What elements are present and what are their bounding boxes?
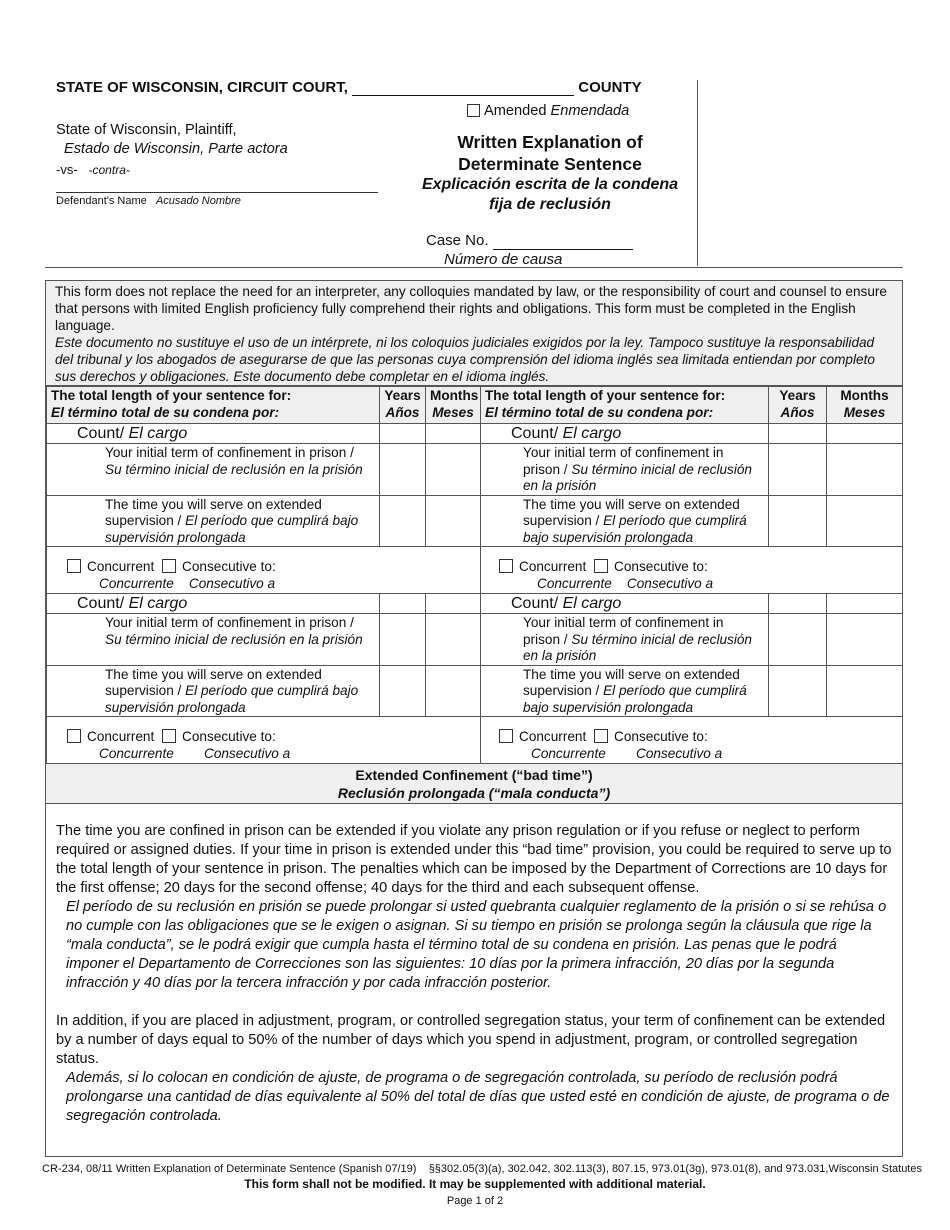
table-count-es: El cargo: [562, 425, 622, 442]
form-element: [481, 547, 903, 594]
header-plaintiff: State of Wisconsin, Plaintiff,: [56, 122, 237, 138]
form-element: Your initial term of confinement in prison / Su término inicial de reclusión en la prisión: [47, 444, 380, 496]
table-concurrent-es: Concurrente: [531, 745, 606, 761]
case-number: [426, 231, 633, 269]
years-field[interactable]: [380, 424, 426, 444]
amended-checkbox[interactable]: [467, 103, 629, 119]
form-element: [481, 387, 769, 424]
form-title: [390, 131, 710, 175]
form-element: [56, 160, 288, 180]
form-element: [499, 746, 902, 763]
table-head: The total length of your sentence for:: [51, 388, 292, 403]
form-element: [47, 387, 380, 424]
consecutive-checkbox[interactable]: [162, 729, 176, 743]
table-extended: The time you will serve on extended supervision: [105, 496, 322, 528]
header-title-es1: Explicación escrita de la condena: [421, 176, 679, 193]
years-field[interactable]: [769, 614, 827, 666]
form-element: [827, 387, 903, 424]
interpreter-notice: [46, 281, 902, 386]
header-case-no: Case No.: [426, 232, 489, 249]
table-extended: The time you will serve on extended supervision: [105, 666, 322, 698]
years-field[interactable]: [769, 665, 827, 717]
header-case-no-es: Número de causa: [444, 251, 563, 268]
header-title1: Written Explanation of: [457, 132, 643, 152]
table-count: Count/: [77, 425, 125, 442]
months-field[interactable]: [426, 665, 481, 717]
notice-en: This form does not replace the need for an interpreter, any colloquies mandated by law, or the responsibility of court and counsel to ensure that persons with limited English proficiency fully comprehend their rights and obligations. This form must be completed in the English language.: [55, 284, 887, 333]
table-extended-es: El período que cumplirá bajo supervisión prolongada: [523, 683, 747, 715]
table-row: [47, 547, 903, 594]
case-number-field[interactable]: [493, 235, 633, 250]
years-field[interactable]: [380, 614, 426, 666]
form-element: [499, 576, 902, 593]
table-years: Years: [779, 388, 816, 403]
table-row: [47, 594, 903, 614]
table-extended-es: El período que cumplirá bajo supervisión prolongada: [105, 513, 359, 545]
table-consecutive: Consecutive to:: [614, 729, 708, 744]
table-row: [47, 424, 903, 444]
years-field[interactable]: [769, 444, 827, 496]
table-row: [47, 665, 903, 717]
form-element: The time you will serve on extended supervision / El período que cumplirá bajo supervisión prolongada: [481, 495, 769, 547]
table-count: Count/: [511, 595, 559, 612]
form-element: Your initial term of confinement in prison / Su término inicial de reclusión en la prisión: [481, 614, 769, 666]
table-row: [47, 614, 903, 666]
months-field[interactable]: [827, 665, 903, 717]
table-header: [47, 387, 903, 424]
table-count: Count/: [77, 595, 125, 612]
header-defendant-es: Acusado Nombre: [155, 195, 241, 207]
years-field[interactable]: [380, 444, 426, 496]
form-body: [45, 280, 903, 1157]
table-extended-es: El período que cumplirá bajo supervisión prolongada: [105, 683, 359, 715]
table-initial-es: Su término inicial de reclusión en la prisión: [523, 631, 752, 663]
months-field[interactable]: [827, 594, 903, 614]
header-county: COUNTY: [578, 79, 642, 96]
form-element: [47, 387, 903, 764]
sentence-table: [46, 386, 903, 764]
count-label: [481, 424, 769, 444]
form-element: [56, 993, 892, 1012]
table-initial-es: Su término inicial de reclusión en la prisión: [105, 631, 363, 647]
form-element: [47, 547, 481, 594]
table-count-es: El cargo: [128, 425, 188, 442]
footer-form-id: CR-234, 08/11 Written Explanation of Determinate Sentence (Spanish 07/19): [42, 1163, 417, 1175]
concurrent-checkbox[interactable]: [67, 729, 81, 743]
header-title-es2: fija de reclusión: [489, 196, 611, 213]
years-field[interactable]: [380, 594, 426, 614]
table-consecutive: Consecutive to:: [182, 559, 276, 574]
extended-section-p1: The time you are confined in prison can be extended if you violate any prison regulation or if you refuse or neglect to perform required or assigned duties. If your time in prison is extended under this “bad time” provision, you could be required to serve up to the total length of your sentence in prison. The penalties which can be imposed by the Department of Corrections are 10 days for the first offense; 20 days for the second offense; 40 days for the third and each subsequent offense.: [56, 823, 892, 896]
footer-statutes: §§302.05(3)(a), 302.042, 302.113(3), 807.15, 973.01(3g), 973.01(8), and 973.031,Wisconsin Statutes: [428, 1163, 922, 1175]
months-field[interactable]: [827, 495, 903, 547]
notice-es: Este documento no sustituye el uso de un intérprete, ni los coloquios judiciales exigidos por la ley. Tampoco sustituye la responsabilidad del tribunal y los abogados de asegurarse de que las personas cuya comprensión del idioma inglés sea limitada entiendan por completo sus derechos y obligaciones. Este documento debe completar en el idioma inglés.: [55, 335, 875, 384]
table-months: Months: [430, 388, 479, 403]
table-row: [47, 444, 903, 496]
header-amended-es: Enmendada: [550, 103, 630, 119]
table-extended-es: El período que cumplirá bajo supervisión prolongada: [523, 513, 747, 545]
form-element: The time you will serve on extended supervision / El período que cumplirá bajo supervisión prolongada: [47, 495, 380, 547]
table-months: Months: [840, 388, 889, 403]
months-field[interactable]: [827, 444, 903, 496]
form-element: [0, 1162, 950, 1177]
table-initial: Your initial term of confinement in prison: [105, 445, 347, 460]
table-concurrent: Concurrent: [87, 729, 155, 744]
header-plaintiff-es: Estado de Wisconsin, Parte actora: [64, 141, 288, 157]
header-title2: Determinate Sentence: [458, 154, 642, 174]
months-field[interactable]: [426, 424, 481, 444]
form-element: The time you will serve on extended supervision / El período que cumplirá bajo supervisión prolongada: [481, 665, 769, 717]
table-initial: Your initial term of confinement in prison: [523, 615, 724, 647]
table-initial: Your initial term of confinement in prison: [523, 445, 724, 477]
form-element: [67, 746, 480, 763]
table-concurrent: Concurrent: [519, 559, 587, 574]
extended-section-title: Extended Confinement (“bad time”): [355, 767, 593, 783]
table-initial-es: Su término inicial de reclusión en la prisión: [105, 461, 363, 477]
footer: [0, 1162, 950, 1209]
form-element: [481, 717, 903, 764]
concurrent-checkbox[interactable]: [499, 559, 513, 573]
count-label: [481, 594, 769, 614]
years-field[interactable]: [769, 594, 827, 614]
table-extended: The time you will serve on extended supervision: [523, 496, 740, 528]
months-field[interactable]: [827, 424, 903, 444]
parties: [56, 121, 288, 180]
table-count-es: El cargo: [562, 595, 622, 612]
table-years-es: Años: [780, 404, 815, 420]
table-years: Years: [384, 388, 421, 403]
table-head-es: El término total de su condena por:: [51, 404, 280, 420]
defendant-name-field[interactable]: [56, 192, 378, 207]
table-concurrent-es: Concurrente: [537, 575, 612, 591]
extended-section-p1-es: El período de su reclusión en prisión se puede prolongar si usted quebranta cualquier reglamento de la prisión o si se rehúsa o no cumple con las obligaciones que se le exigen o asignan. Si su tiempo en prisión se prolonga según la cláusula que rige la “mala conducta”, se le podrá exigir que cumpla hasta el término total de su condena en prisión. Las penas que le podrá imponer el Departamento de Correcciones son las siguientes: 10 días por la primera infracción, 20 días por la segunda infracción y 40 días por la tercera infracción y por cada infracción posterior.: [66, 899, 887, 991]
table-concurrent-es: Concurrente: [99, 745, 174, 761]
header-defendant: Defendant's Name: [56, 195, 147, 207]
months-field[interactable]: [426, 495, 481, 547]
form-element: The time you will serve on extended supervision / El período que cumplirá bajo supervisión prolongada: [47, 665, 380, 717]
form-element: Your initial term of confinement in prison / Su término inicial de reclusión en la prisión: [47, 614, 380, 666]
form-element: [47, 717, 481, 764]
form-element: [467, 104, 480, 117]
consecutive-checkbox[interactable]: [162, 559, 176, 573]
table-concurrent: Concurrent: [87, 559, 155, 574]
extended-confinement-heading: [46, 764, 902, 804]
county-field[interactable]: [352, 80, 574, 96]
form-element: [769, 387, 827, 424]
table-months-es: Meses: [432, 404, 474, 420]
form-element: [67, 576, 480, 593]
header-court-prefix: STATE OF WISCONSIN, CIRCUIT COURT,: [56, 79, 348, 96]
form-element: [380, 387, 426, 424]
table-initial-es: Su término inicial de reclusión en la prisión: [523, 461, 752, 493]
table-concurrent-es: Concurrente: [99, 575, 174, 591]
consecutive-checkbox[interactable]: [594, 559, 608, 573]
table-concurrent: Concurrent: [519, 729, 587, 744]
concurrent-checkbox[interactable]: [67, 559, 81, 573]
count-label: [47, 594, 380, 614]
table-consecutive-es: Consecutivo a: [626, 575, 714, 591]
years-field[interactable]: [769, 424, 827, 444]
table-row: [47, 495, 903, 547]
years-field[interactable]: [380, 495, 426, 547]
extended-confinement-text: [46, 804, 902, 1126]
table-count-es: El cargo: [128, 595, 188, 612]
count-label: [47, 424, 380, 444]
page-number: Page 1 of 2: [446, 1195, 504, 1207]
months-field[interactable]: [426, 594, 481, 614]
table-years-es: Años: [385, 404, 420, 420]
header-vs-es: -contra-: [88, 163, 130, 177]
table-row: [47, 717, 903, 764]
years-field[interactable]: [380, 665, 426, 717]
header-vs: -vs-: [56, 162, 78, 177]
concurrent-checkbox[interactable]: [499, 729, 513, 743]
table-consecutive-es: Consecutivo a: [188, 575, 276, 591]
table-count: Count/: [511, 425, 559, 442]
table-head-es: El término total de su condena por:: [485, 404, 714, 420]
footer-notice: This form shall not be modified. It may be supplemented with additional material.: [244, 1177, 706, 1191]
months-field[interactable]: [426, 614, 481, 666]
consecutive-checkbox[interactable]: [594, 729, 608, 743]
table-consecutive: Consecutive to:: [614, 559, 708, 574]
table-consecutive: Consecutive to:: [182, 729, 276, 744]
table-extended: The time you will serve on extended supervision: [523, 666, 740, 698]
extended-section-p2-es: Además, si lo colocan en condición de ajuste, de programa o de segregación controlada, su período de reclusión podrá prolongarse una cantidad de días equivalente al 50% del total de días que usted esté en condición de ajuste, de programa o de segregación controlada.: [66, 1070, 890, 1124]
table-consecutive-es: Consecutivo a: [204, 745, 291, 761]
extended-section-title-es: Reclusión prolongada (“mala conducta”): [337, 785, 611, 801]
months-field[interactable]: [426, 444, 481, 496]
months-field[interactable]: [827, 614, 903, 666]
table-head: The total length of your sentence for:: [485, 388, 726, 403]
years-field[interactable]: [769, 495, 827, 547]
court-caption: [56, 79, 642, 96]
table-months-es: Meses: [843, 404, 886, 420]
table-initial: Your initial term of confinement in prison: [105, 615, 347, 630]
extended-section-p2: In addition, if you are placed in adjustment, program, or controlled segregation status, your term of confinement can be extended by a number of days equal to 50% of the number of days which you spend in adjustment, program, or controlled segregation status.: [56, 1013, 886, 1067]
header-amended: Amended: [484, 103, 547, 119]
form-title-es: [390, 175, 710, 215]
table-consecutive-es: Consecutivo a: [636, 745, 723, 761]
form-element: Your initial term of confinement in prison / Su término inicial de reclusión en la prisión: [481, 444, 769, 496]
form-element: [426, 387, 481, 424]
